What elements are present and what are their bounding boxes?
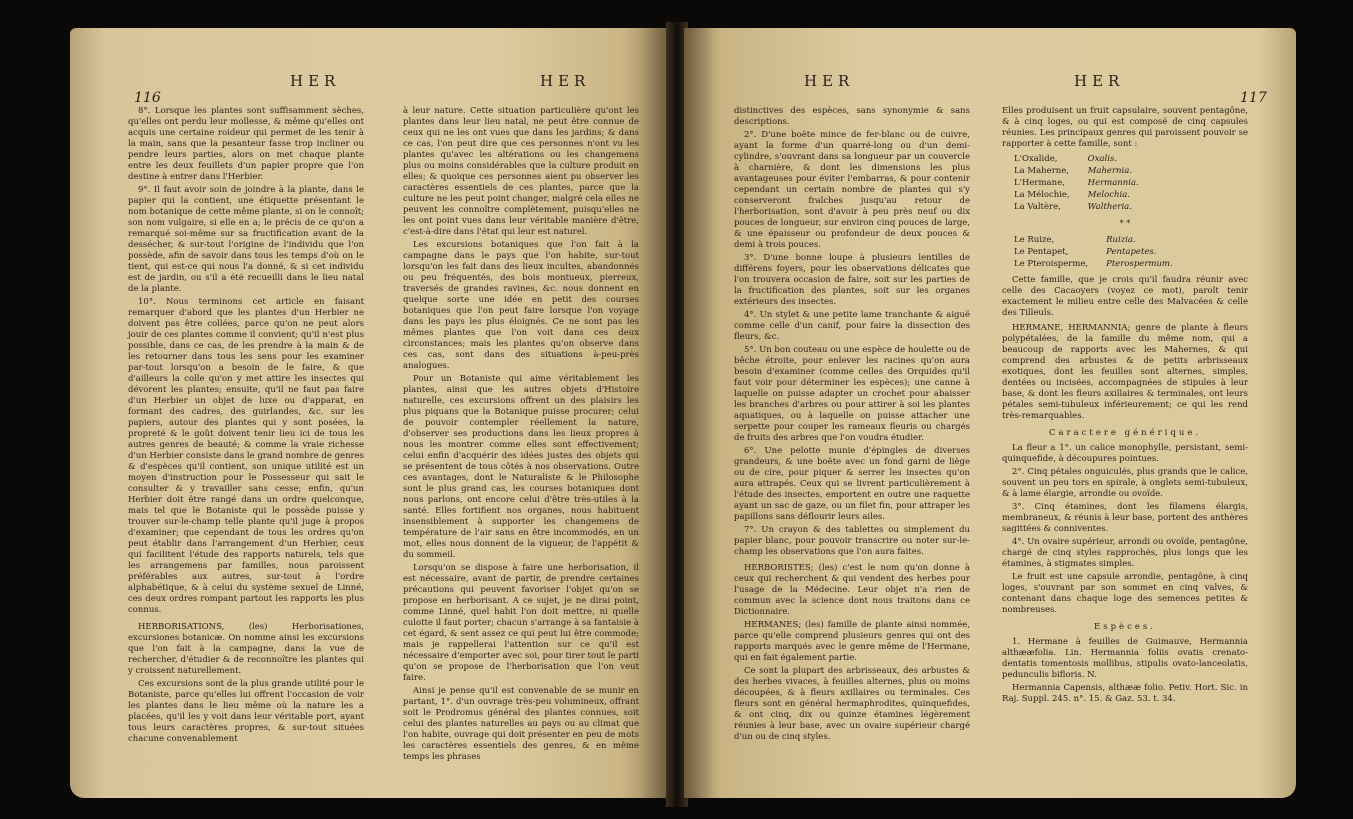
page-number-right: 117 bbox=[1240, 90, 1267, 106]
paragraph: Cette famille, que je crois qu'il faudra réunir avec celle des Cacaoyers (voyez ce mot), paroît tenir exactement le milieu entre celle des Malvacées & celle des Tilleuls. bbox=[1002, 275, 1248, 318]
genus-row: L'Oxalide, Oxalis. bbox=[1014, 154, 1118, 164]
paragraph: La fleur a 1°. un calice monophylle, persistant, semi-quinquefide, à découpures pointues. bbox=[1002, 443, 1248, 464]
genus-row: Le Pteroisperme, Pterospermum. bbox=[1014, 259, 1173, 269]
paragraph: 3°. D'une bonne loupe à plusieurs lentilles de différens foyers, pour les observations délicates que l'on trouvera occasion de faire, soit sur les parties de la fructification des plantes, soit sur les organes extérieurs des insectes. bbox=[734, 253, 970, 307]
running-head-left-1: HER bbox=[290, 72, 341, 90]
genus-row: Le Ruize, Ruizia. bbox=[1014, 235, 1136, 245]
left-page bbox=[70, 28, 670, 798]
paragraph: à leur nature. Cette situation particulière qu'ont les plantes dans leur lieu natal, ne peut être connue de ceux qui ne les ont vues que dans les jardins; & dans ce cas, l'on peut dire que ces personnes n'ont vu les plantes qu'avec les altérations ou les changemens plus ou moins considérables que la culture produit en elles; & quoique ces personnes aient pu observer les caractères essentiels de ces plantes, parce que la culture ne les peut point changer, malgré cela elles ne peuvent les connoître complètement, puisqu'elles ne les ont point vues dans leur véritable manière d'être, c'est-à-dire dans l'état qui leur est naturel. bbox=[403, 106, 639, 237]
left-column-2 bbox=[403, 106, 639, 765]
genus-row: La Valtère, Waltheria. bbox=[1014, 202, 1132, 212]
entry-herborisations: HERBORISATIONS, (les) Herborisationes, excursiones botanicæ. On nomme ainsi les excursions que l'on fait à la campagne, dans la vue de rechercher, d'étudier & de reconnoître les plantes qui y croissent naturellement. bbox=[128, 622, 364, 676]
paragraph: Elles produisent un fruit capsulaire, souvent pentagône, & à cinq loges, ou qui est composé de cinq capsules réunies. Les principaux genres qui paroissent pouvoir se rapporter à cette famille, sont : bbox=[1002, 106, 1248, 149]
running-head-left-2: HER bbox=[540, 72, 591, 90]
paragraph: 10°. Nous terminons cet article en faisant remarquer d'abord que les plantes d'un Herbier ne doivent pas être collées, parce qu'on ne peut alors jouir de ces plantes comme il convient; qu'il n'est plus possible, dans ce cas, de les prendre à la main & de les retourner dans tous les sens pour les examiner par-tout lorsqu'on a besoin de le faire, & que d'ailleurs la colle qu'on y met attire les insectes qui dévorent les plantes; ensuite, qu'il ne faut pas faire d'un Herbier un objet de luxe ou d'apparat, en formant des cadres, des guirlandes, &c. sur les papiers, autour des plantes qui y sont posées, la propreté & le goût doivent tenir lieu ici de tous les autres genres de beauté; & comme la vraie richesse d'un Herbier consiste dans le grand nombre de genres & d'espèces qu'il contient, son unique utilité est un moyen d'instruction pour le Possesseur qui sait le consulter & y travailler sans cesse; enfin, qu'un Herbier doit être rangé dans un ordre quelconque, mais tel que le Botaniste qui le possède puisse y trouver sur-le-champ telle plante qu'il juge à propos d'examiner; que cependant de tous les ordres qu'on peut établir dans l'arrangement d'un Herbier, ceux qui facilitent l'étude des rapports naturels, tels que les arrangemens par familles, nous paroissent préférables aux autres, sur-tout à l'ordre alphabétique, & à celui du système sexuel de Linné, ces deux ordres rompant partout les rapports les plus connus. bbox=[128, 297, 364, 615]
generic-character-heading: Caractere générique. bbox=[1048, 428, 1202, 438]
paragraph: Pour un Botaniste qui aime véritablement les plantes, ainsi que les autres objets d'Histoire naturelle, ces excursions offrent un des plaisirs les plus piquans que la Botanique puisse procurer; celui de pouvoir contempler réellement la nature, d'observer ses productions dans les lieux propres à nous les montrer comme elles sont effectivement; celui enfin d'acquérir des idées justes des objets qui se présentent de tous côtés à nos observations. Outre ces avantages, dont le Naturaliste & le Philosophe sont le plus grand cas, les courses botaniques dont nous parlons, ont encore celui d'être très-utiles à la santé. Elles fortifient nos organes, nous habituent insensiblement à supporter les changemens de température de l'air sans en être incommodés, en un mot, elles nous donnent de la vigueur, de l'appétit & du sommeil. bbox=[403, 374, 639, 560]
page-number-left: 116 bbox=[134, 90, 161, 106]
running-head-right-2: HER bbox=[1074, 72, 1125, 90]
paragraph: 9°. Il faut avoir soin de joindre à la plante, dans le papier qui la contient, une étiquette présentant le nom botanique de cette même plante, si on le connoît; son nom vulgaire, si elle en a; le précis de ce qu'on a remarqué soi-même sur sa fructification avant de la dessécher, & sur-tout l'origine de l'individu que l'on possède, afin de savoir dans tous les temps d'où on le tient, qui est-ce qui nous l'a donné, & si cet individu est de jardin, ou s'il a été recueilli dans le lieu natal de la plante. bbox=[128, 185, 364, 294]
right-page bbox=[684, 28, 1296, 798]
genera-list-2 bbox=[1014, 235, 1191, 271]
entry-herboristes: HERBORISTES; (les) c'est le nom qu'on donne à ceux qui recherchent & qui vendent des herbes pour l'usage de la Médecine. Leur objet n'a rien de commun avec la science dont nous traitons dans ce Dictionnaire. bbox=[734, 563, 970, 617]
running-head-right-1: HER bbox=[804, 72, 855, 90]
genus-row: La Mélochie, Melochia. bbox=[1014, 190, 1130, 200]
paragraph: 4°. Un stylet & une petite lame tranchante & aiguë comme celle d'un canif, pour faire la dissection des fleurs, &c. bbox=[734, 310, 970, 342]
paragraph: 3°. Cinq étamines, dont les filamens élargis, membraneux, & réunis à leur base, portent des anthères sagittées & conniventes. bbox=[1002, 502, 1248, 534]
species-entry: 1. Hermane à feuilles de Guimauve, Hermannia althææfolia. Lin. Hermannia foliis ovatis crenato-dentatis tomentosis mollibus, stipulis ovato-lanceolatis, pedunculis bifloris. N. bbox=[1002, 637, 1248, 680]
paragraph: Ces excursions sont de la plus grande utilité pour le Botaniste, parce qu'elles lui offrent l'occasion de voir les plantes dans le lieu même où la nature les a placées, qu'il les y voit dans leur véritable port, ayant tous leurs caractères propres, & sur-tout situées chacune convenablement bbox=[128, 679, 364, 744]
paragraph: Ce sont la plupart des arbrisseaux, des arbustes & des herbes vivaces, à feuilles alternes, plus ou moins découpées, & à fleurs axillaires ou terminales. Ces fleurs sont en général hermaphrodites, quinquefides, & ont cinq, dix ou quinze étamines légèrement réunies à leur base, avec un ovaire supérieur chargé d'un ou de cinq styles. bbox=[734, 666, 970, 742]
paragraph: 4°. Un ovaire supérieur, arrondi ou ovoïde, pentagône, chargé de cinq styles rapprochés, plus longs que les étamines, à stigmates simples. bbox=[1002, 537, 1248, 569]
section-stars: * * bbox=[1119, 219, 1131, 228]
species-reference: Hermannia Capensis, althææ folio. Petiv. Hort. Sic. in Raj. Suppl. 245. n°. 15. & Gaz. 53. t. 34. bbox=[1002, 683, 1248, 704]
paragraph: 2°. D'une boëte mince de fer-blanc ou de cuivre, ayant la forme d'un quarré-long ou d'un demi-cylindre, s'ouvrant dans sa longueur par un couvercle à charnière, & dont les dimensions les plus avantageuses pour éviter l'embarras, & pour contenir cependant un certain nombre de plantes qui s'y conserveront fraîches jusqu'au retour de l'herborisation, sont d'avoir à peu près neuf ou dix pouces de longueur, sur environ cinq pouces de large, & une épaisseur ou profondeur de deux pouces & demi à trois pouces. bbox=[734, 130, 970, 250]
entry-hermane: HERMANE, HERMANNIA; genre de plante à fleurs polypétalées, de la famille du même nom, qui a beaucoup de rapports avec les Mahernes, & qui comprend des arbustes & de petits arbrisseaux exotiques, dont les feuilles sont alternes, simples, dentées ou incisées, accompagnées de stipules à leur base, & dont les fleurs axillaires & terminales, ont leurs pétales semi-tubuleux inférieurement; ce qui les rend très-remarquables. bbox=[1002, 323, 1248, 421]
genus-row: La Maherne, Mahernia. bbox=[1014, 166, 1132, 176]
paragraph: 7°. Un crayon & des tablettes ou simplement du papier blanc, pour pouvoir transcrire ou noter sur-le-champ les observations que l'on aura faites. bbox=[734, 525, 970, 557]
left-column-1 bbox=[128, 106, 364, 747]
paragraph: Ainsi je pense qu'il est convenable de se munir en partant, 1°. d'un ouvrage très-peu volumineux, offrant soit le Prodromus général des plantes connues, soit celui des plantes naturelles au pays ou au climat que l'on habite, ouvrage qui doit présenter en peu de mots les caractères essentiels des genres, & en même temps les phrases bbox=[403, 686, 639, 762]
paragraph: 5°. Un bon couteau ou une espèce de houlette ou de bêche étroite, pour enlever les racines qu'on aura besoin d'examiner (comme celles des Orquides qu'il faut voir pour déterminer les espèces); une canne à laquelle on puisse adapter un crochet pour abaisser les branches d'arbres ou pour attirer à soi les plantes aquatiques, ou à laquelle on puisse attacher une serpette pour couper les rameaux fleuris ou chargés de fruits des arbres que l'on voudra étudier. bbox=[734, 345, 970, 443]
entry-hermanes: HERMANES; (les) famille de plante ainsi nommée, parce qu'elle comprend plusieurs genres qui ont des rapports marqués avec le genre même de l'Hermane, qui en fait également partie. bbox=[734, 620, 970, 663]
paragraph: 8°. Lorsque les plantes sont suffisamment sèches, qu'elles ont perdu leur mollesse, & même qu'elles ont acquis une certaine roideur qui permet de les tenir à la main, sans que la pesanteur fasse trop incliner ou pendre leurs parties, alors on met chaque plante entre les deux feuillets d'un papier propre que l'on destine à entrer dans l'Herbier. bbox=[128, 106, 364, 182]
species-heading: Espèces. bbox=[1094, 622, 1156, 632]
paragraph: Les excursions botaniques que l'on fait à la campagne dans le pays que l'on habite, sur-tout lorsqu'on les fait dans des lieux incultes, abandonnés ou peu fréquentés, des bois montueux, pierreux, traversés de grandes ravines, &c. nous donnent en quelque sorte une idée en petit des courses botaniques que l'on peut faire lorsque l'on voyage dans les pays les plus éloignés. Ce ne sont pas les mêmes plantes que l'on voit dans ces deux circonstances; mais les plantes qu'on observe dans ces cas, sont dans des situations à-peu-près analogues. bbox=[403, 240, 639, 371]
paragraph: 6°. Une pelotte munie d'épingles de diverses grandeurs, & une boëte avec un fond garni de liège ou de cire, pour piquer & serrer les insectes qu'on aura attrapés. Ceux qui se livrent particulièrement à l'étude des insectes, emportent en outre une raquette ayant un sac de gaze, ou un filet fin, pour attraper les papillons sans déflourir leurs ailes. bbox=[734, 446, 970, 522]
paragraph: Le fruit est une capsule arrondie, pentagône, à cinq loges, s'ouvrant par son sommet en cinq valves, & contenant dans chaque loge des semences petites & nombreuses. bbox=[1002, 572, 1248, 615]
genus-row: L'Hermane, Hermannia. bbox=[1014, 178, 1139, 188]
paragraph: distinctives des espèces, sans synonymie & sans descriptions. bbox=[734, 106, 970, 127]
genera-list-1 bbox=[1014, 154, 1157, 214]
paragraph: Lorsqu'on se dispose à faire une herborisation, il est nécessaire, avant de partir, de prendre certaines précautions qui peuvent favoriser l'objet qu'on se propose en herborisant. A ce sujet, je ne dirai point, comme Linné, quel habit l'on doit mettre, ni quelle culotte il faut porter; chacun s'arrange à sa fantaisie à cet égard, & sent assez ce qui peut lui être commode; mais je rappellerai l'attention sur ce qu'il est nécessaire d'emporter avec soi, pour tirer tout le parti qu'on se propose de l'herborisation que l'on veut faire. bbox=[403, 563, 639, 683]
genus-row: Le Pentapet, Pentapetes. bbox=[1014, 247, 1157, 257]
paragraph: 2°. Cinq pétales onguiculés, plus grands que le calice, souvent un peu tors en spirale, à onglets semi-tubuleux, & à lame élargie, arrondie ou ovoïde. bbox=[1002, 467, 1248, 499]
right-column-1 bbox=[734, 106, 970, 745]
right-column-2 bbox=[1002, 106, 1248, 707]
open-book bbox=[60, 12, 1303, 810]
